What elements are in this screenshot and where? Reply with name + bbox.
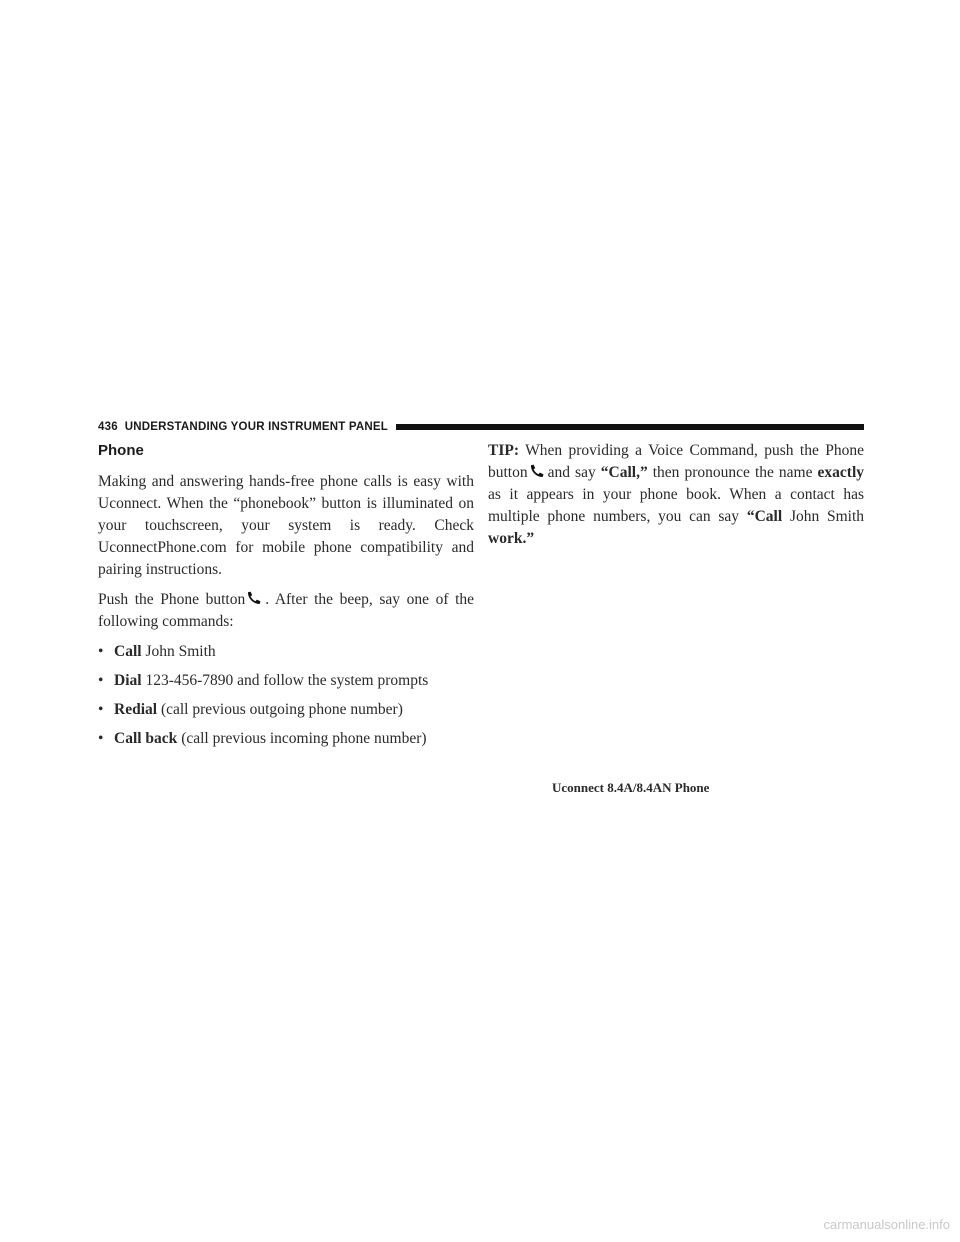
tip-call-open: “Call: [746, 508, 783, 525]
command-detail: (call previous outgoing phone number): [160, 701, 403, 718]
bullet: •: [98, 643, 104, 660]
tip-work: work.”: [488, 530, 535, 547]
tip-text-1: When providing a Voice Command, push the Phone button: [488, 442, 864, 481]
intro-paragraph: Making and answering hands-free phone calls is easy with Uconnect. When the “phonebook” button is illuminated on your touchscreen, your system is ready. Check UconnectPhone.com for mobile phone compatibility and pairing instructions.: [98, 473, 474, 578]
phone-icon: [246, 591, 262, 605]
page-number: 436: [98, 421, 118, 433]
phone-icon: [529, 464, 545, 478]
section-heading: Phone: [98, 442, 144, 459]
push-instruction: [98, 589, 474, 633]
section-title: UNDERSTANDING YOUR INSTRUMENT PANEL: [124, 421, 388, 433]
left-column: [98, 440, 474, 757]
command-detail: (call previous incoming phone number): [181, 730, 427, 747]
command-keyword: Call: [114, 643, 142, 660]
tip-exactly: exactly: [817, 464, 865, 481]
push-text-before: Push the Phone button: [98, 591, 246, 608]
command-detail: John Smith: [145, 643, 216, 660]
watermark: carmanualsonline.info: [823, 1217, 950, 1232]
tip-text-2: and say: [547, 464, 596, 481]
bullet: •: [98, 701, 104, 718]
bullet: •: [98, 730, 104, 747]
list-item: [98, 699, 474, 721]
command-keyword: Call back: [114, 730, 178, 747]
tip-text-4: as it appears in your phone book. When a contact has multiple phone numbers, you can say: [488, 486, 864, 525]
bullet: •: [98, 672, 104, 689]
command-keyword: Dial: [114, 672, 142, 689]
list-item: [98, 670, 474, 692]
right-column: [488, 440, 864, 558]
command-detail: 123-456-7890 and follow the system prompts: [145, 672, 429, 689]
tip-call-quote: “Call,”: [600, 464, 648, 481]
tip-paragraph: [488, 440, 864, 550]
list-item: [98, 728, 474, 750]
header-rule: [396, 424, 864, 430]
command-keyword: Redial: [114, 701, 158, 718]
tip-label: TIP:: [488, 442, 519, 459]
list-item: [98, 641, 474, 663]
page-header: [98, 420, 864, 434]
command-list: [98, 641, 474, 750]
tip-name: John Smith: [789, 508, 865, 525]
push-text-after: . After the beep, say one of the following commands:: [98, 591, 475, 630]
tip-text-3: then pronounce the name: [652, 464, 813, 481]
figure-caption: Uconnect 8.4A/8.4AN Phone: [552, 780, 710, 795]
